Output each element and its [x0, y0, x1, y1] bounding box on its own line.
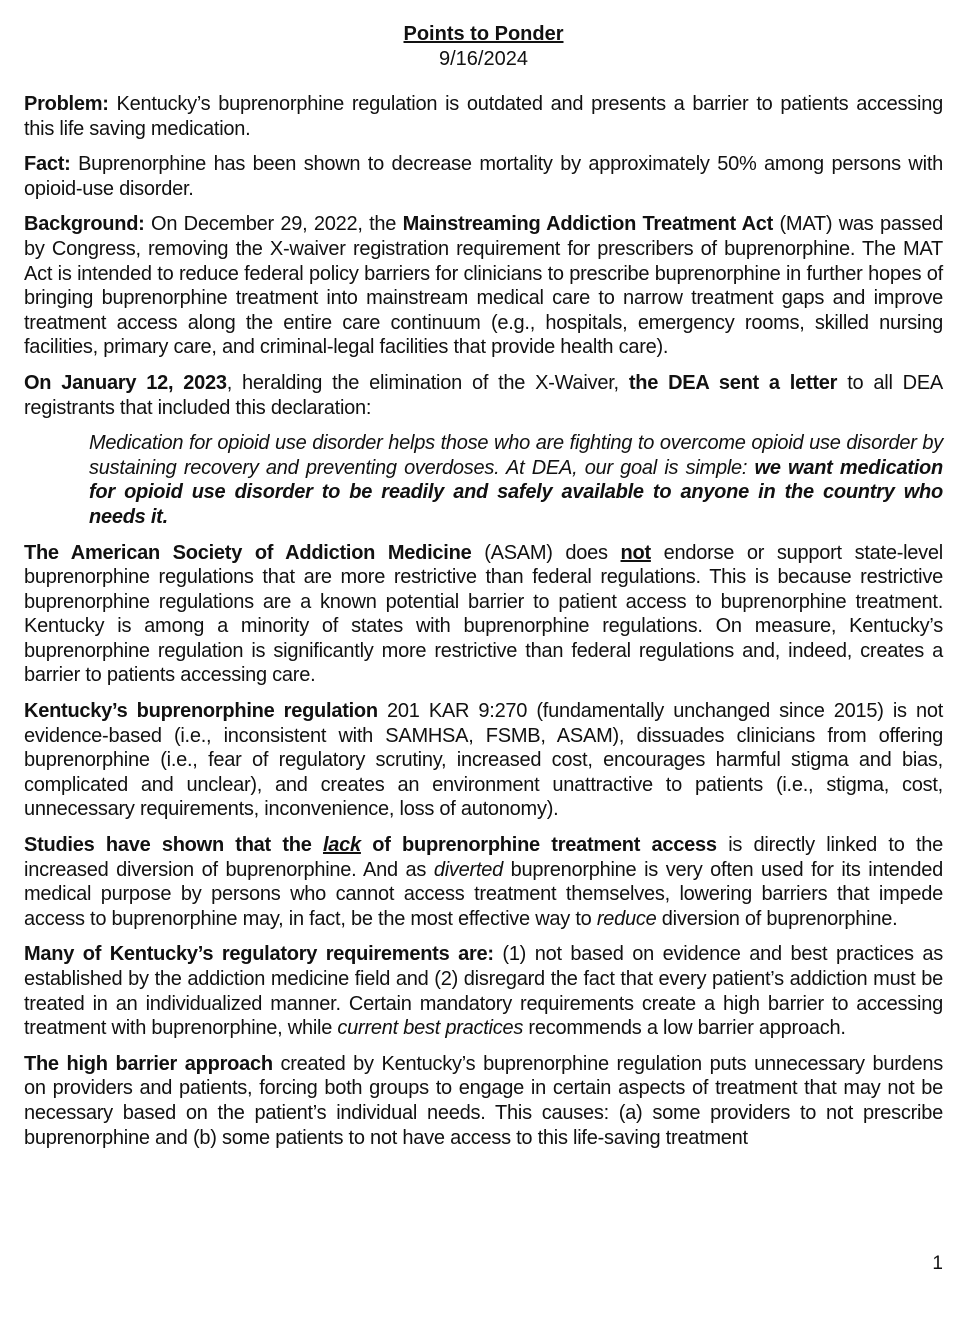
- paragraph-dea-letter: [24, 371, 943, 420]
- text-segment: Mainstreaming Addiction Treatment Act: [402, 213, 774, 236]
- paragraph-requirements: [24, 942, 943, 1040]
- text-segment: diverted: [433, 858, 504, 881]
- text-segment: Buprenorphine has been shown to decrease mortality by approximately 50% among persons with opioid-use disorder.: [24, 153, 943, 200]
- text-segment: buprenorphine is very often used for its intended medical purpose by persons who cannot access treatment themselves, lowering barriers that impede access to buprenorphine may, in fact, be the most effective way to: [24, 858, 944, 930]
- text-segment: Kentucky’s buprenorphine regulation is outdated and presents a barrier to patients accessing this life saving medication.: [24, 93, 943, 140]
- text-segment: Studies have shown that the: [24, 834, 323, 857]
- text-segment: Fact:: [24, 153, 71, 176]
- text-segment: we want medication for opioid use disorder to be readily and safely available to anyone in the country who needs it.: [89, 456, 943, 528]
- text-segment: the DEA sent a letter: [628, 371, 838, 394]
- text-segment: The high barrier approach: [24, 1052, 273, 1075]
- text-segment: Problem:: [24, 93, 109, 115]
- text-segment: to all DEA registrants that included this declaration:: [24, 371, 944, 419]
- document-body: [24, 92, 943, 1150]
- text-segment: diversion of buprenorphine.: [656, 907, 898, 930]
- text-segment: On December 29, 2022, the: [144, 213, 403, 236]
- text-segment: lack: [322, 834, 361, 857]
- document-title: Points to Ponder: [403, 23, 564, 45]
- document-page: [24, 22, 943, 1161]
- paragraph-studies: [24, 833, 943, 931]
- text-segment: recommends a low barrier approach.: [523, 1017, 846, 1040]
- paragraph-ky-regulation: [24, 699, 943, 822]
- text-segment: of buprenorphine treatment access: [360, 834, 717, 857]
- text-segment: (1) not based on evidence and best practices as established by the addiction medicine field and (2) disregard the fact that every patient’s addiction must be treated in an individualized manner. Certain mandatory requirements create a high barrier to accessing treatment with buprenorphine, while: [24, 943, 943, 1040]
- text-segment: current best practices: [337, 1017, 524, 1040]
- text-segment: 201 KAR 9:270 (fundamentally unchanged since 2015) is not evidence-based (i.e., inconsistent with SAMHSA, FSMB, ASAM), dissuades clinicians from offering buprenorphine (i.e., fear of regulatory scrutiny, increased cost, encourages harmful stigma and bias, complicated and unclear), and creates an environment unattractive to patients (i.e., stigma, cost, unnecessary requirements, inconvenience, loss of autonomy).: [24, 700, 944, 821]
- text-segment: (ASAM) does: [471, 541, 621, 564]
- text-segment: created by Kentucky’s buprenorphine regulation puts unnecessary burdens on providers and patients, forcing both groups to engage in certain aspects of treatment that may not be necessary based on the patient’s individual needs. This causes: (a) some providers to not prescribe buprenorphine and (b) some patients to not have access to this life-saving treatment: [24, 1052, 943, 1149]
- text-segment: , heralding the elimination of the X-Waiver,: [226, 371, 629, 394]
- title-block: [24, 22, 943, 72]
- paragraph-high-barrier: [24, 1052, 943, 1150]
- document-date: 9/16/2024: [439, 48, 528, 70]
- block-quote-dea: [89, 431, 943, 529]
- text-segment: not: [620, 541, 651, 564]
- paragraph-problem: [24, 92, 943, 141]
- text-segment: endorse or support state-level buprenorphine regulations that are more restrictive than federal regulations. This is because restrictive buprenorphine regulations are a known potential barrier to patient access to buprenorphine treatment. Kentucky is among a minority of states with buprenorphine regulations. On measure, Kentucky’s buprenorphine regulation is significantly more restrictive than federal regulations and, indeed, creates a barrier to patients accessing care.: [24, 541, 943, 687]
- paragraph-fact: [24, 152, 943, 201]
- text-segment: reduce: [596, 907, 657, 930]
- text-segment: Many of Kentucky’s regulatory requirements are:: [24, 943, 494, 966]
- paragraph-asam: [24, 541, 943, 689]
- text-segment: On January 12, 2023: [24, 371, 227, 394]
- text-segment: is directly linked to the increased diversion of buprenorphine. And as: [24, 834, 944, 881]
- text-segment: Medication for opioid use disorder helps those who are fighting to overcome opioid use disorder by sustaining recovery and preventing overdoses. At DEA, our goal is simple:: [89, 432, 943, 479]
- text-segment: Background:: [24, 213, 145, 236]
- page-number: 1: [932, 1253, 943, 1274]
- text-segment: Kentucky’s buprenorphine regulation: [24, 700, 378, 723]
- text-segment: (MAT) was passed by Congress, removing the X-waiver registration requirement for prescribers of buprenorphine. The MAT Act is intended to reduce federal policy barriers for clinicians to prescribe buprenorphine in further hopes of bringing buprenorphine treatment into mainstream medical care to narrow treatment gaps and improve treatment access along the entire care continuum (e.g., hospitals, emergency rooms, skilled nursing facilities, primary care, and criminal-legal facilities that provide health care).: [24, 213, 943, 359]
- paragraph-background: [24, 212, 943, 360]
- text-segment: The American Society of Addiction Medicine: [24, 541, 472, 564]
